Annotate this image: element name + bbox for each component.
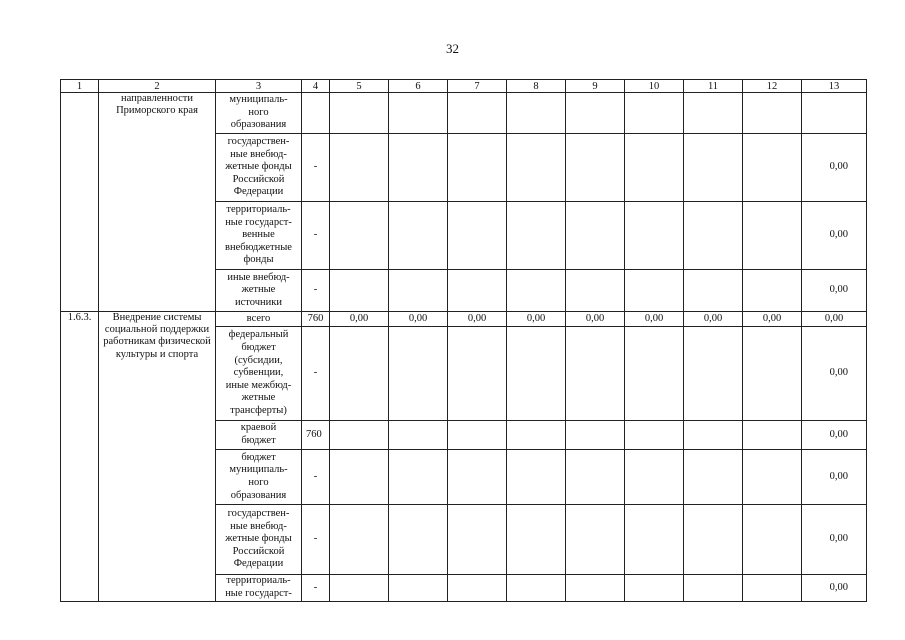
funding-source-cell: государствен- ные внебюд- жетные фонды Российской Федерации: [216, 134, 302, 202]
funding-source-cell: государствен- ные внебюд- жетные фонды Российской Федерации: [216, 505, 302, 575]
code-cell: -: [302, 505, 330, 575]
value-cell: 0,00: [743, 312, 802, 327]
funding-source-cell: краевой бюджет: [216, 421, 302, 450]
total-cell: 0,00: [802, 327, 867, 421]
code-cell: -: [302, 327, 330, 421]
code-cell: -: [302, 134, 330, 202]
code-cell: 760: [302, 312, 330, 327]
funding-source-cell: территориаль- ные государст- венные внебюджетные фонды: [216, 202, 302, 270]
code-cell: -: [302, 450, 330, 505]
funding-source-cell: муниципаль- ного образования: [216, 93, 302, 134]
funding-source-cell: федеральный бюджет (субсидии, субвенции, иные межбюд- жетные трансферты): [216, 327, 302, 421]
total-cell: 0,00: [802, 202, 867, 270]
funding-source-cell: всего: [216, 312, 302, 327]
header-row: [61, 80, 867, 93]
code-cell: 760: [302, 421, 330, 450]
total-cell: 0,00: [802, 270, 867, 312]
value-cell: 0,00: [448, 312, 507, 327]
total-cell: 0,00: [802, 505, 867, 575]
header-cell: 1: [61, 80, 99, 93]
total-cell: 0,00: [802, 421, 867, 450]
code-cell: -: [302, 202, 330, 270]
value-cell: 0,00: [507, 312, 566, 327]
header-cell: 12: [743, 80, 802, 93]
total-cell: 0,00: [802, 575, 867, 602]
value-cell: 0,00: [330, 312, 389, 327]
value-cell: 0,00: [566, 312, 625, 327]
code-cell: -: [302, 270, 330, 312]
header-cell: 11: [684, 80, 743, 93]
row-number-cell: 1.6.3.: [61, 312, 99, 602]
value-cell: 0,00: [684, 312, 743, 327]
header-cell: 3: [216, 80, 302, 93]
value-cell: 0,00: [389, 312, 448, 327]
header-cell: 9: [566, 80, 625, 93]
event-name-cell: Внедрение системы социальной поддержки работникам физической культуры и спорта: [99, 312, 216, 602]
funding-source-cell: иные внебюд- жетные источники: [216, 270, 302, 312]
total-cell: 0,00: [802, 312, 867, 327]
funding-source-cell: территориаль- ные государст-: [216, 575, 302, 602]
table-row: [61, 312, 867, 327]
total-cell: [802, 93, 867, 134]
header-cell: 7: [448, 80, 507, 93]
header-cell: 5: [330, 80, 389, 93]
header-cell: 2: [99, 80, 216, 93]
value-cell: 0,00: [625, 312, 684, 327]
header-cell: 8: [507, 80, 566, 93]
total-cell: 0,00: [802, 450, 867, 505]
row-number-cell: [61, 93, 99, 312]
code-cell: [302, 93, 330, 134]
header-cell: 10: [625, 80, 684, 93]
header-cell: 4: [302, 80, 330, 93]
header-cell: 13: [802, 80, 867, 93]
event-name-cell: направленности Приморского края: [99, 93, 216, 312]
page-number: 32: [446, 41, 459, 56]
budget-table: [60, 79, 867, 602]
total-cell: 0,00: [802, 134, 867, 202]
table-row: [61, 93, 867, 134]
funding-source-cell: бюджет муниципаль- ного образования: [216, 450, 302, 505]
code-cell: -: [302, 575, 330, 602]
header-cell: 6: [389, 80, 448, 93]
